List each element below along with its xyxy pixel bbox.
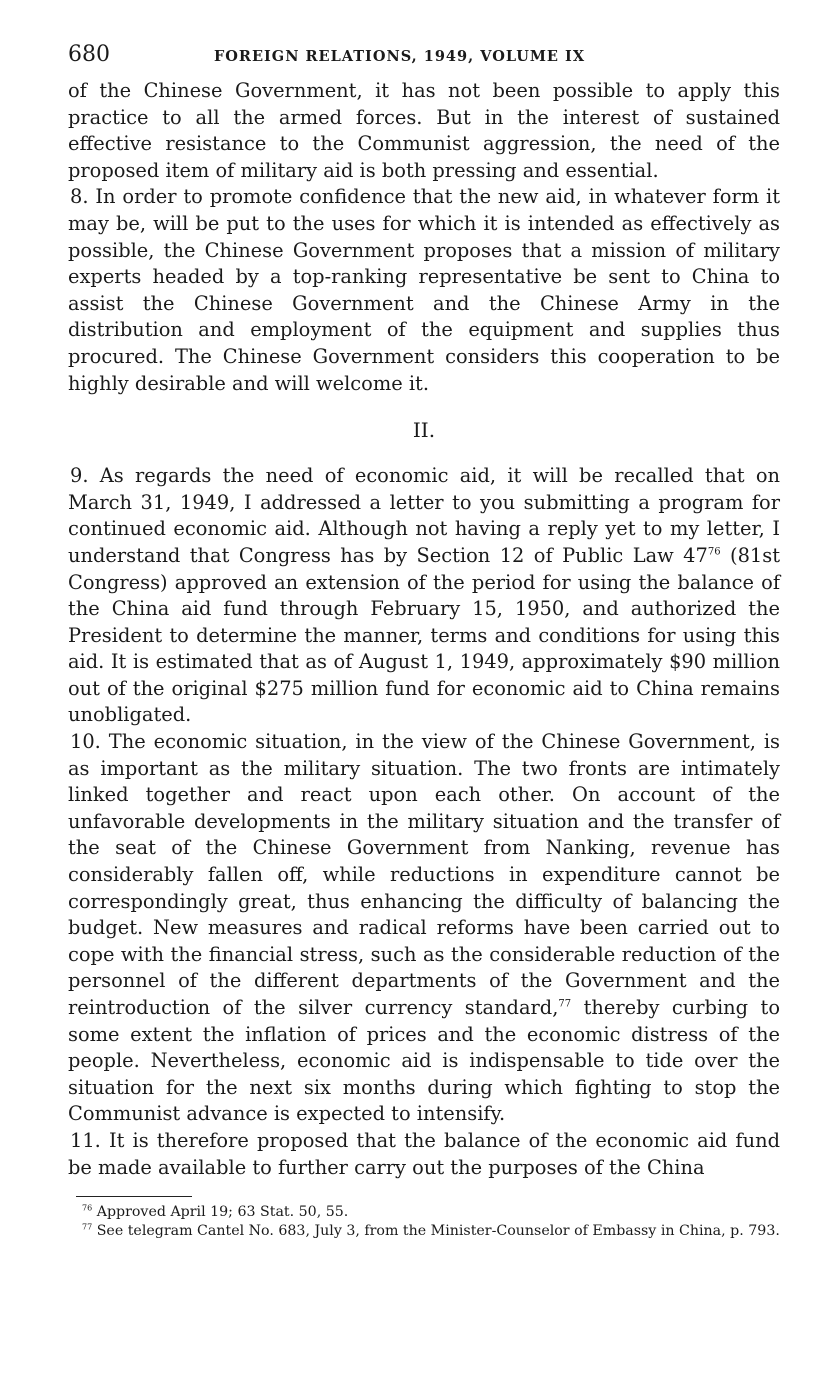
footnote-76 bbox=[68, 1203, 780, 1222]
footnote-ref-76: 76 bbox=[707, 546, 721, 558]
paragraph-11: 11. It is therefore proposed that the balance of the economic aid fund be made available to further carry out the purposes of the China bbox=[68, 1128, 780, 1179]
running-head: FOREIGN RELATIONS, 1949, VOLUME IX bbox=[214, 48, 586, 65]
paragraph-8: 8. In order to promote confidence that the new aid, in whatever form it may be, will be put to the uses for which it is intended as effectively as possible, the Chinese Government proposes that a mission of military experts headed by a top-ranking representative be sent to China to assist the Chinese Government and the Chinese Army in the distribution and employment of the equipment and supplies thus procured. The Chinese Government considers this cooperation to be highly desirable and will welcome it. bbox=[68, 185, 780, 395]
paragraph-continued: of the Chinese Government, it has not been possible to apply this practice to all the armed forces. But in the interest of sustained effective resistance to the Communist aggression, the need of the proposed item of military aid is both pressing and essential. bbox=[68, 79, 780, 182]
paragraph-10 bbox=[68, 729, 780, 1128]
footnote-ref-77: 77 bbox=[558, 998, 572, 1010]
footnote-mark: 76 bbox=[82, 1203, 93, 1213]
paragraph-10-text-a: 10. The economic situation, in the view of the Chinese Government, is as important as the military situation. The two fronts are intimately linked together and react upon each other. On account of the unfavorable developments in the military situation and the transfer of the seat of the Chinese Government from Nanking, revenue has considerably fallen off, while reductions in expenditure cannot be correspondingly great, thus enhancing the difficulty of balancing the budget. New measures and radical reforms have been carried out to cope with the financial stress, such as the considerable reduction of the personnel of the different departments of the Government and the reintroduction of the silver currency standard, bbox=[68, 730, 780, 1019]
paragraph-9-text-b: (81st Congress) approved an extension of the period for using the balance of the China aid fund through February 15, 1950, and authorized the President to determine the manner, terms and conditions for using this aid. It is estimated that as of August 1, 1949, approximately $90 million out of the original $275 million fund for economic aid to China remains unobligated. bbox=[68, 543, 780, 727]
footnote-text: Approved April 19; 63 Stat. 50, 55. bbox=[96, 1204, 349, 1221]
document-page bbox=[68, 42, 780, 1241]
footnote-mark: 77 bbox=[82, 1222, 93, 1232]
page-number: 680 bbox=[68, 42, 110, 67]
body-text bbox=[68, 78, 780, 1181]
paragraph-10-text-b: thereby curbing to some extent the inflation of prices and the economic distress of the people. Nevertheless, economic aid is indispensable to tide over the situation for the next six months during which fighting to stop the Communist advance is expected to intensify. bbox=[68, 996, 781, 1126]
footnote-divider bbox=[76, 1196, 192, 1197]
footnotes bbox=[68, 1203, 780, 1241]
paragraph-9 bbox=[68, 463, 780, 729]
page-header bbox=[68, 42, 780, 78]
footnote-text: See telegram Cantel No. 683, July 3, from the Minister-Counselor of Embassy in China, p. 793. bbox=[96, 1223, 780, 1240]
footnote-77 bbox=[68, 1222, 780, 1241]
section-heading: II. bbox=[412, 418, 436, 443]
paragraph-9-text-a: 9. As regards the need of economic aid, it will be recalled that on March 31, 1949, I addressed a letter to you submitting a program for continued economic aid. Although not having a reply yet to my letter, I understand that Congress has by Section 12 of Public Law 47 bbox=[68, 464, 780, 567]
